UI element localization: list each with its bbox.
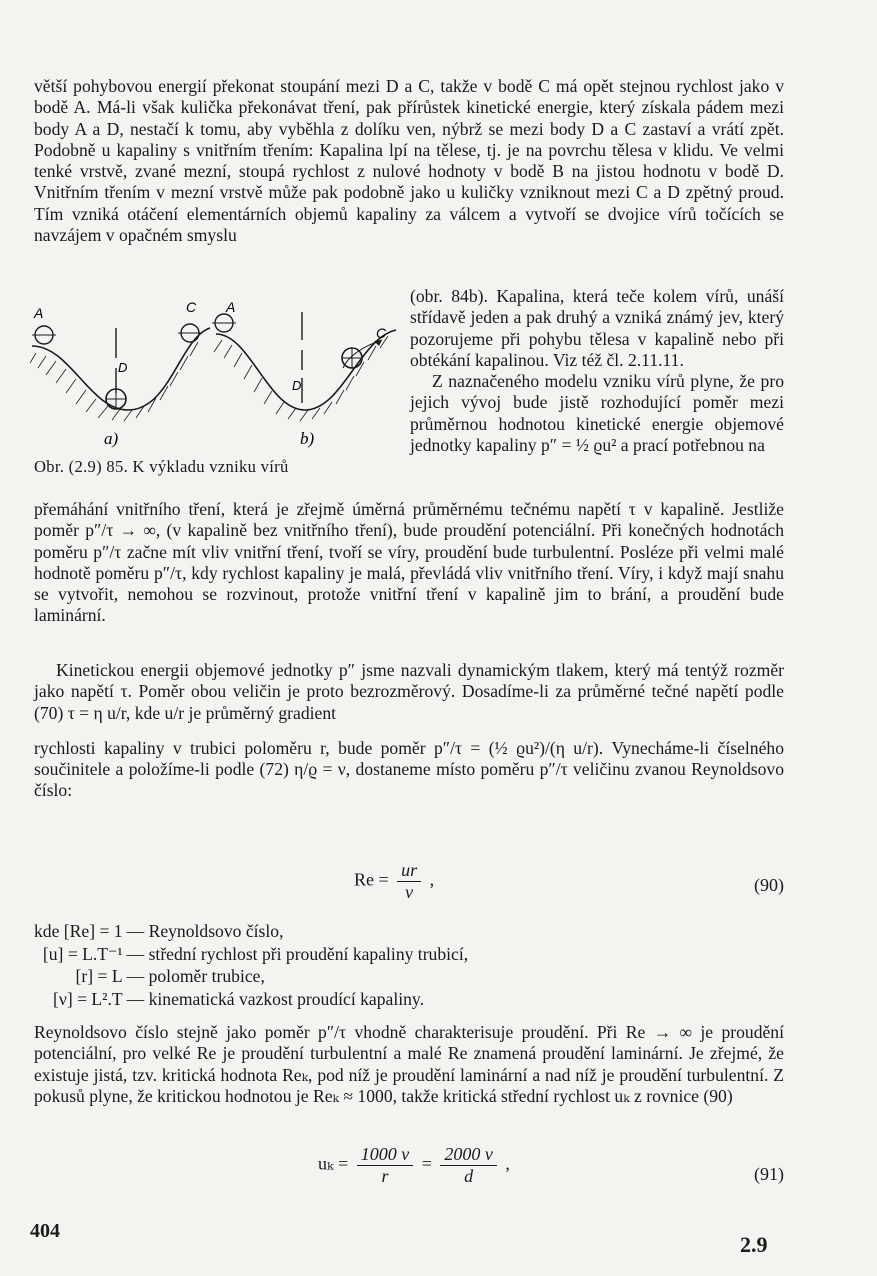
eq91-mid: = bbox=[421, 1153, 432, 1174]
paragraph-2b-text: Z naznačeného modelu vzniku vírů plyne, že pro jejich vývoj bude jistě rozhodující poměr mezi průměrnou hodnotou kinetické energie objemové jednotky kapaliny p″ = ½ ϱu² a prací potřebnou na bbox=[410, 371, 784, 456]
figure-caption: Obr. (2.9) 85. K výkladu vzniku vírů bbox=[34, 457, 289, 476]
definition-row bbox=[34, 920, 468, 943]
fig-label-c2: C bbox=[376, 325, 387, 341]
definition-row bbox=[34, 988, 468, 1011]
eq91-numerator-2: 2000 ν bbox=[440, 1144, 497, 1166]
fig-label-d2: D bbox=[292, 378, 302, 393]
paragraph-1-text: větší pohybovou energií překonat stoupání mezi D a C, takže v bodě C má opět stejnou rychlost jako v bodě A. Má-li však kulička překonávat tření, pak přírůstek kinetické energie, který získala pádem mezi body A a D, nestačí k tomu, aby vyběhla z dolíku ven, nýbrž se mezi body D a C zastaví a vrátí zpět. Podobně u kapaliny s vnitřním třením: Kapalina lpí na tělese, tj. je na povrchu tělesa v klidu. Ve velmi tenké vrstvě, zvané mezní, stoupá rychlost z nulové hodnoty v bodě B na jistou hodnotu v bodě D. Vnitřním třením v mezní vrstvě může pak podobně jako u kuličky vzniknout mezi C a D zpětný proud. Tím vzniká otáčení elementárních objemů kapaliny za válcem a vytvoří se dvojice vírů točících se navzájem v opačném smyslu bbox=[34, 76, 784, 246]
fig-label-a1: A bbox=[34, 305, 44, 321]
paragraph-3-text: přemáhání vnitřního tření, která je zřejmě úměrná průměrnému tečnému napětí τ v kapalině. Jestliže poměr p″/τ → ∞, (v kapalině bez vnitřního tření), bude proudění potenciální. Při konečných hodnotách poměru p″/τ začne mít vliv vnitřní tření, tvoří se víry, proudění bude turbulentní. Posléze při velmi malé hodnotě poměru p″/τ, kdy rychlost kapaliny je malá, převládá vliv vnitřního tření. Víry, i když mají snahu se vytvořit, nemohou se rozvinout, protože vnitřní tření v kapalině jim to brání, a proudění bude laminární. bbox=[34, 499, 784, 626]
fig-label-a: a) bbox=[104, 429, 119, 448]
figure-85-diagram bbox=[30, 298, 402, 480]
fig-label-c1: C bbox=[186, 299, 197, 315]
eq90-trail: , bbox=[429, 869, 435, 890]
paragraph-4b-text: rychlosti kapaliny v trubici poloměru r, bude poměr p″/τ = (½ ϱu²)/(η u/r). Vynecháme-li číselného součinitele a položíme-li podle (72) η/ϱ = ν, dostaneme místo poměru p″/τ veličinu zvanou Reynoldsovo číslo: bbox=[34, 737, 784, 801]
valley-b-path-arc bbox=[343, 340, 382, 368]
definition-symbol: kde [Re] = 1 bbox=[34, 921, 123, 941]
definitions-body bbox=[34, 920, 468, 1010]
definition-symbol: [r] = L bbox=[75, 966, 123, 986]
fig-label-d1: D bbox=[118, 360, 128, 375]
eq90-fraction bbox=[397, 860, 421, 903]
equation-91-number: (91) bbox=[754, 1164, 784, 1184]
eq90-lhs: Re = bbox=[354, 869, 389, 890]
paragraph-2a-text: (obr. 84b). Kapalina, která teče kolem vírů, unáší střídavě jeden a pak druhý a vzniká známý jev, který pozorujeme při pohybu tělesa v kapalině nebo při obtékání kapalinou. Viz též čl. 2.11.11. bbox=[410, 286, 784, 370]
definitions-table bbox=[34, 920, 468, 1010]
paragraph-6-text: Reynoldsovo číslo stejně jako poměr p″/τ vhodně charakterisuje proudění. Při Re → ∞ je proudění potenciální, pro velké Re je proudění turbulentní a malé Re znamená proudění laminární. Je zřejmé, že existuje jistá, tzv. kritická hodnota Reₖ, pod níž je proudění laminární a nad níž je proudění turbulentní. Z pokusů plyne, že kritickou hodnotou je Reₖ ≈ 1000, takže kritická střední rychlost uₖ z rovnice (90) bbox=[34, 1022, 784, 1106]
section-number: 2.9 bbox=[740, 1232, 768, 1257]
valley-b-surface bbox=[216, 330, 396, 410]
fig-label-a2: A bbox=[226, 299, 236, 315]
eq90-numerator: ur bbox=[397, 860, 421, 882]
equation-90-number: (90) bbox=[754, 875, 784, 895]
definition-description: — poloměr trubice, bbox=[126, 966, 265, 986]
definition-symbol: [ν] = L².T bbox=[53, 988, 123, 1009]
definition-description: — kinematická vazkost proudící kapaliny. bbox=[126, 988, 424, 1009]
eq91-numerator-1: 1000 ν bbox=[357, 1144, 414, 1166]
eq91-lhs: uₖ = bbox=[318, 1153, 349, 1174]
eq90-denominator: ν bbox=[405, 882, 414, 902]
eq91-denominator-2: d bbox=[464, 1166, 474, 1186]
eq91-denominator-1: r bbox=[381, 1166, 389, 1186]
definition-row bbox=[34, 965, 468, 988]
eq91-trail: , bbox=[505, 1153, 510, 1174]
paragraph-1 bbox=[34, 76, 784, 246]
paragraph-4a-text: Kinetickou energii objemové jednotky p″ jsme nazvali dynamickým tlakem, který má tentýž rozměr jako napětí τ. Poměr obou veličin je proto bezrozměrový. Dosadíme-li za průměrné tečné napětí podle (70) τ = η u/r, kde u/r je průměrný gradient bbox=[34, 660, 784, 723]
eq91-fraction-2 bbox=[440, 1144, 497, 1187]
equation-91 bbox=[318, 1144, 510, 1187]
eq91-fraction-1 bbox=[357, 1144, 414, 1187]
fig-label-b: b) bbox=[300, 429, 315, 448]
paragraph-2 bbox=[410, 286, 784, 456]
paragraph-6 bbox=[34, 1022, 784, 1107]
definition-row bbox=[34, 943, 468, 966]
page-number: 404 bbox=[30, 1220, 60, 1242]
paragraph-3 bbox=[34, 499, 784, 627]
definition-description: — střední rychlost při proudění kapaliny trubicí, bbox=[126, 943, 469, 964]
paragraph-4 bbox=[34, 660, 784, 802]
definition-description: — Reynoldsovo číslo, bbox=[126, 921, 284, 941]
definition-symbol: [u] = L.T⁻¹ bbox=[42, 943, 123, 964]
equation-90 bbox=[354, 860, 434, 903]
